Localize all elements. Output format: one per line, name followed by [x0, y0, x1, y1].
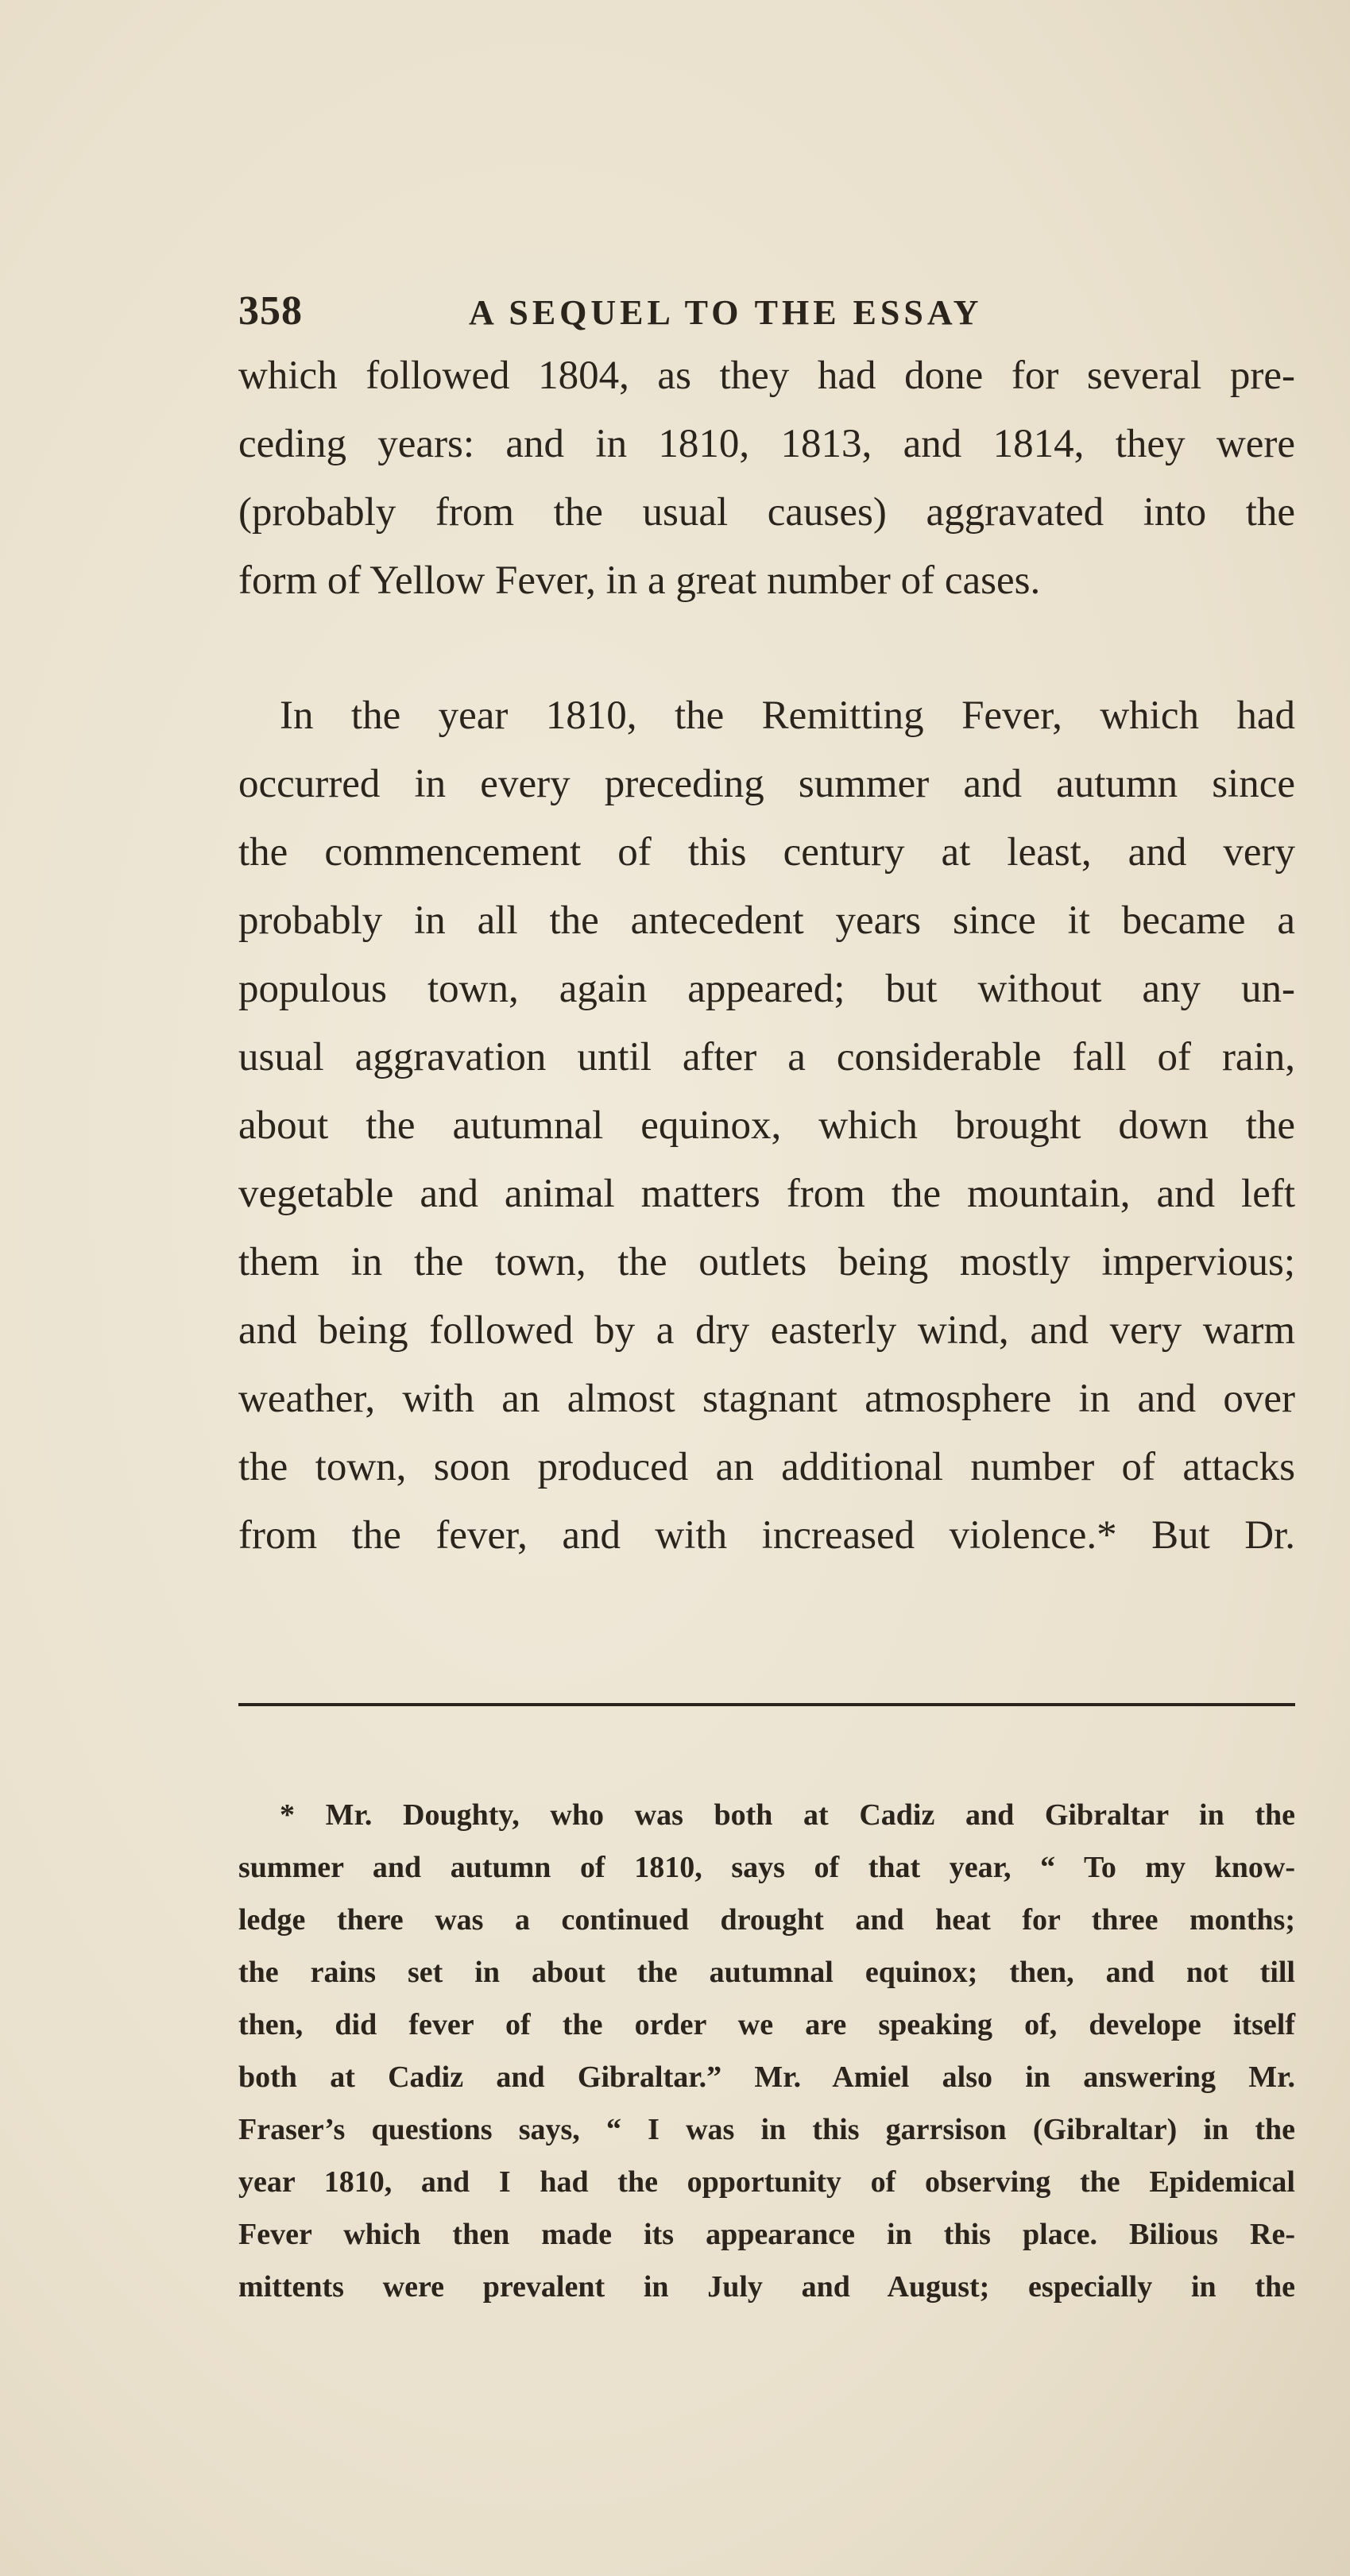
- footnote-line: Fever which then made its appearance in this place. Bilious Re-: [238, 2218, 1295, 2251]
- text-line: weather, with an almost stagnant atmosphere in and over: [238, 1377, 1295, 1421]
- text-line: from the fever, and with increased violence.* But Dr.: [238, 1513, 1295, 1558]
- paragraph-gap: [238, 615, 1295, 682]
- body-text: [238, 342, 1295, 1570]
- text-line: populous town, again appeared; but without any un-: [238, 967, 1295, 1011]
- text-line: the commencement of this century at least, and very: [238, 830, 1295, 875]
- text-line: them in the town, the outlets being mostly impervious;: [238, 1240, 1295, 1284]
- text-line: ceding years: and in 1810, 1813, and 1814, they were: [238, 422, 1295, 466]
- footnote-line: * Mr. Doughty, who was both at Cadiz and Gibraltar in the: [280, 1798, 1295, 1832]
- text-line: about the autumnal equinox, which brought down the: [238, 1103, 1295, 1148]
- text-line: form of Yellow Fever, in a great number of cases.: [238, 558, 1041, 603]
- footnote-line: year 1810, and I had the opportunity of observing the Epidemical: [238, 2165, 1295, 2199]
- text-line: usual aggravation until after a considerable fall of rain,: [238, 1035, 1295, 1079]
- footnote-line: then, did fever of the order we are speaking of, develope itself: [238, 2008, 1295, 2041]
- text-line: the town, soon produced an additional number of attacks: [238, 1445, 1295, 1489]
- footnote: [238, 1789, 1295, 2313]
- text-line: In the year 1810, the Remitting Fever, which had: [280, 693, 1295, 738]
- footnote-line: Fraser’s questions says, “ I was in this garrsison (Gibraltar) in the: [238, 2113, 1295, 2146]
- footnote-line: ledge there was a continued drought and heat for three months;: [238, 1903, 1295, 1937]
- text-line: probably in all the antecedent years since it became a: [238, 898, 1295, 943]
- text-line: vegetable and animal matters from the mountain, and left: [238, 1172, 1295, 1216]
- footnote-line: the rains set in about the autumnal equinox; then, and not till: [238, 1956, 1295, 1989]
- running-title: A SEQUEL TO THE ESSAY: [469, 293, 983, 332]
- text-line: occurred in every preceding summer and autumn since: [238, 762, 1295, 806]
- footnote-rule: [238, 1703, 1295, 1706]
- text-line: and being followed by a dry easterly wind, and very warm: [238, 1308, 1295, 1353]
- text-line: which followed 1804, as they had done for several pre-: [238, 353, 1295, 398]
- page-header: [238, 278, 1295, 342]
- footnote-line: both at Cadiz and Gibraltar.” Mr. Amiel also in answering Mr.: [238, 2060, 1295, 2094]
- page-number: 358: [238, 288, 303, 334]
- text-line: (probably from the usual causes) aggravated into the: [238, 490, 1295, 535]
- footnote-line: summer and autumn of 1810, says of that year, “ To my know-: [238, 1851, 1295, 1884]
- footnote-line: mittents were prevalent in July and August; especially in the: [238, 2270, 1295, 2304]
